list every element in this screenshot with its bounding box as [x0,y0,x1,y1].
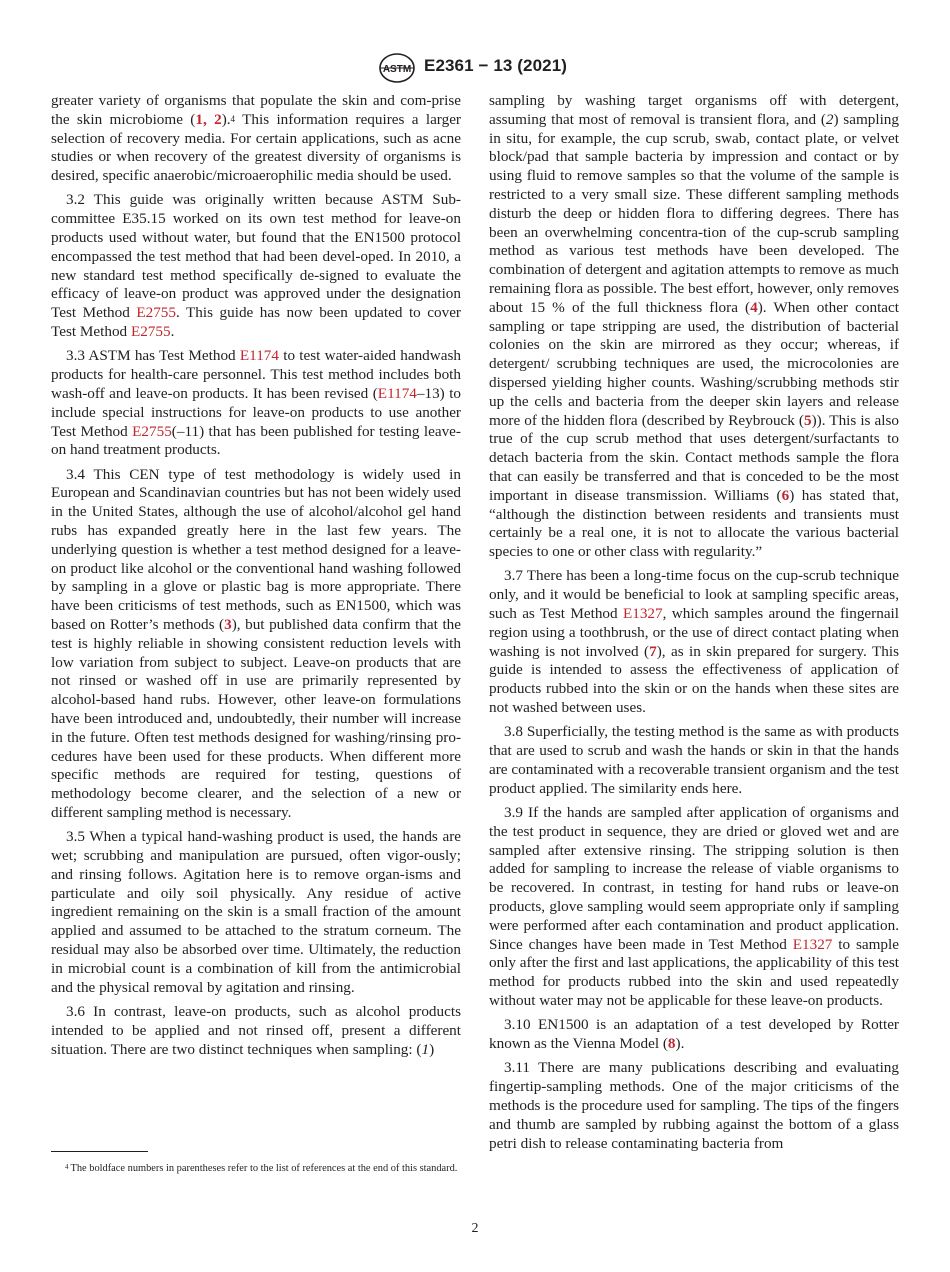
page-header [0,52,950,86]
link-e2755[interactable]: E2755 [132,422,172,440]
link-e2755[interactable]: E2755 [130,323,171,341]
paragraph-3-10: 3.10 EN1500 is an adaptation of a test developed by Rotter known as the Vienna Model (8). [489,1016,899,1053]
citation-3[interactable]: 3 [224,616,232,634]
citation-6[interactable]: 6 [781,486,790,504]
left-column [51,92,461,1065]
link-e1174[interactable]: E1174 [377,384,417,402]
paragraph-3-5: 3.5 When a typical hand-washing product is used, the hands are wet; scrubbing and manipulation are pursued, often vigor-ously; and rinsing follows. Agitation here is to remove organ-isms and particulate and oily soil physically. Any residue of active ingredient remaining on the skin is a small fraction of the amount applied and assumed to be attached to the stratum corneum. The residual may also be absorbed over time. Ultimately, the reduction in microbial count is a combination of kill from the antimicrobial and the physical removal by agitation and rinsing. [51,828,461,996]
astm-logo-icon [378,52,416,84]
svg-text:ASTM: ASTM [382,64,412,75]
link-e1327[interactable]: E1327 [792,935,833,953]
citation-5[interactable]: 5 [804,411,812,429]
paragraph-3-3: 3.3 ASTM has Test Method E1174 to test water-aided handwash products for health-care personnel. This test method includes both wash-off and leave-on products. It has been revised (E1174–13) to include special instructions for leave-on products to use another Test Method E2755(–11) that has been published for testing leave-on hand treatment products. [51,347,462,459]
paragraph-3-11: 3.11 There are many publications describing and evaluating fingertip-sampling methods. One of the major criticisms of the methods is the procedure used for sampling. The tips of the fingers and thumb are sampled by rubbing against the bottom of a glass petri dish to release contaminating bacteria from [489,1059,899,1152]
link-e2755[interactable]: E2755 [136,304,176,322]
footnote-divider [51,1151,148,1152]
document-designation: E2361 − 13 (2021) [424,56,568,75]
paragraph-3-6: 3.6 In contrast, leave-on products, such as alcohol products intended to be applied and not rinsed off, present a different situation. There are two distinct techniques when sampling: (1) [51,1002,461,1058]
page-number: 2 [471,1221,479,1236]
footnote-text: The boldface numbers in parentheses refer to the list of references at the end of this standard. [70,1163,458,1174]
footnote-number: 4 [65,1163,69,1171]
citation-1[interactable]: 1 [195,110,203,128]
paragraph-3-7: 3.7 There has been a long-time focus on the cup-scrub technique only, and it would be beneficial to look at sampling specific areas, such as Test Method E1327, which samples around the fingernail region using a toothbrush, or the use of direct contact plating when washing is not involved (7), as in skin prepared for surgery. This guide is intended to assess the effectiveness of application of products rubbed into the skin or on the hands when these sites are not washed between uses. [489,567,899,716]
citation-8[interactable]: 8 [667,1035,676,1053]
paragraph-3-9: 3.9 If the hands are sampled after application of organisms and the test product in sequence, they are dried or gloved wet and are sampled after extensive rinsing. The stripping solution is then added for sampling to increase the release of viable organisms to be recovered. In contrast, in testing for hand rubs or leave-on products, glove sampling would seem appropriate only if sampling were performed after each contamination and product application. Since changes have been made in Test Method E1327 to sample only after the first and last applications, the applicability of this test method for products rubbed into the skin and used repeatedly without water may not be applicable for these leave-on products. [489,803,899,1009]
citation-7[interactable]: 7 [649,642,657,660]
paragraph-3-6-continued: sampling by washing target organisms off with detergent, assuming that most of removal is transient flora, and (2) sampling in situ, for example, the cup scrub, swab, contact plate, or velvet block/pad that sample bacteria by impression and contact or by using fluid to remove samples so that the volume of the sample is restricted to a very small size. These different sampling methods disturb the deep or hidden flora to differing degrees. There has been an overwhelming concentra-tion of the cup-scrub sampling method as various test methods have been developed. The combination of detergent and agitation attempts to remove as much remaining flora as possible. The best effort, however, only removes about 15 % of the full thickness flora (4). When other contact sampling or tape stripping are used, the distribution of bacterial colonies on the skin are mirrored as they occur; whereas, if detergent/ scrubbing techniques are used, the microcolonies are dispersed yielding higher counts. Washing/scrubbing methods stir up the cells and bacteria from the deeper skin layers and release more of the hidden flora (described by Reybrouck (5)). This is also true of the cup scrub method that uses detergent/surfactants to detach bacteria from the skin. Contact methods sample the flora that can easily be transferred and that is conceded to be the most important in disease transmission. Williams (6) has stated that, “although the distinction between residents and transients must certainly be a real one, it is not to allocate the various bacterial species to one or other class with regularity.” [489,92,899,561]
footnote-marker: 4 [230,113,236,124]
paragraph-3-8: 3.8 Superficially, the testing method is the same as with products that are used to scrub and wash the hands or skin in that the hands are contaminated with a recoverable transient organism and the test product applied. The similarity ends here. [489,723,899,797]
citation-2[interactable]: 2 [214,110,222,128]
paragraph-3-2: 3.2 This guide was originally written because ASTM Sub-committee E35.15 worked on its own test method for leave-on products used without water, but found that the EN1500 protocol encompassed the test method that had been devel-oped. In 2010, a new standard test method specifically de-signed to evaluate the efficacy of leave-on product was approved under the designation Test Method E2755. This guide has now been updated to cover Test Method E2755. [51,191,461,341]
paragraph-3-4: 3.4 This CEN type of test methodology is widely used in European and Scandinavian countries but has not been widely used in the United States, although the use of alcohol/alcohol gel hand rubs has expanded greatly here in the last few years. The underlying question is whether a test method designed for a leave-on product like alcohol or the conventional hand washing followed by sampling in a glove or plastic bag is more appropriate. There have been criticisms of test methods, such as EN1500, which was based on Rotter’s methods (3), but published data confirm that the test is highly reliable in showing consistent reduction levels with low variation from subject to subject. Leave-on products that are not rinsed or washed off in use are primarily represented by alcohol-based hand rubs. However, other leave-on formulations have been introduced and, undoubtedly, their number will increase in the future. Often test methods designed for washing/rinsing pro-cedures have been used for these products. When different more specific methods are required for testing, questions of methodology become clearer, and the selection of a new or different sampling method is necessary. [51,465,461,821]
paragraph-3-1-continued: greater variety of organisms that populate the skin and com-prise the skin microbiome (1, 2).$^4$ This information requires a larger selection of recovery media. For certain applications, such as acne studies or when recovery of the greatest diversity of organisms is desired, specific anaerobic/microaerophilic media should be used. [51,92,461,185]
right-column [489,92,899,1159]
link-e1327[interactable]: E1327 [622,605,663,623]
citation-4[interactable]: 4 [750,298,758,316]
footnote [51,1161,461,1176]
link-e1174[interactable]: E1174 [239,347,279,365]
